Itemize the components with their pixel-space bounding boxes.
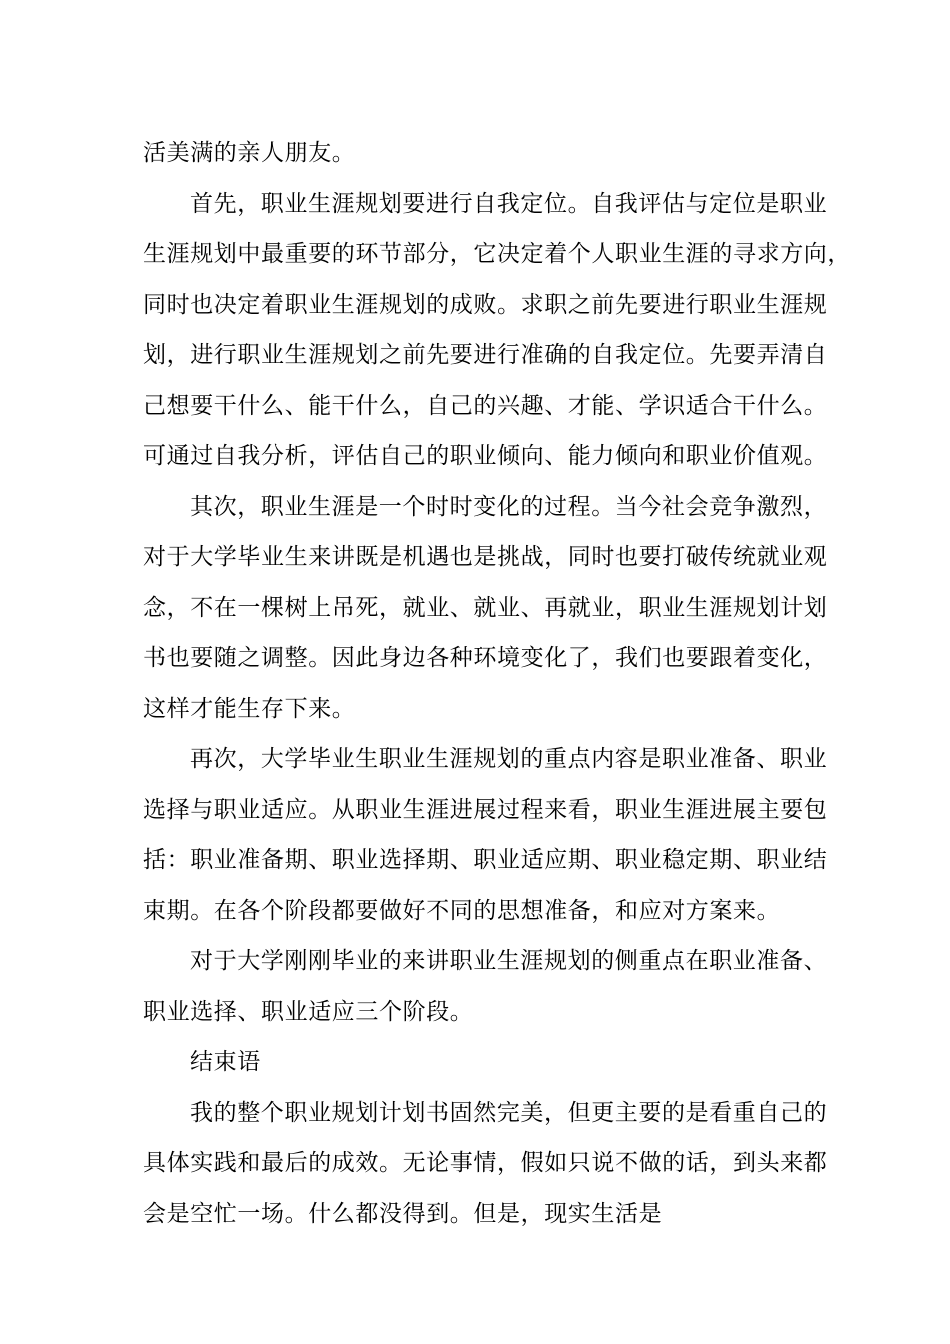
text-line: 再次，大学毕业生职业生涯规划的重点内容是职业准备、职业 bbox=[190, 746, 828, 772]
document-body bbox=[143, 128, 851, 1239]
text-line: 选择与职业适应。从职业生涯进展过程来看，职业生涯进展主要包 bbox=[143, 796, 828, 823]
text-line: 念，不在一棵树上吊死，就业、就业、再就业，职业生涯规划计划 bbox=[143, 594, 828, 621]
text-line: 会是空忙一场。什么都没得到。但是，现实生活是 bbox=[143, 1200, 663, 1227]
text-line: 结束语 bbox=[190, 1049, 261, 1075]
text-line: 书也要随之调整。因此身边各种环境变化了，我们也要跟着变化， bbox=[143, 645, 828, 671]
text-line: 其次，职业生涯是一个时时变化的过程。当今社会竞争激烈， bbox=[190, 493, 828, 520]
text-line: 活美满的亲人朋友。 bbox=[143, 140, 356, 166]
text-line: 可通过自我分析，评估自己的职业倾向、能力倾向和职业价值观。 bbox=[143, 443, 828, 469]
text-line: 生涯规划中最重要的环节部分，它决定着个人职业生涯的寻求方向， bbox=[143, 241, 851, 267]
text-line: 首先，职业生涯规划要进行自我定位。自我评估与定位是职业 bbox=[190, 190, 828, 217]
text-line: 对于大学毕业生来讲既是机遇也是挑战，同时也要打破传统就业观 bbox=[143, 544, 828, 570]
text-line: 划，进行职业生涯规划之前先要进行准确的自我定位。先要弄清自 bbox=[143, 342, 828, 368]
text-line: 对于大学刚刚毕业的来讲职业生涯规划的侧重点在职业准备、 bbox=[190, 948, 828, 974]
text-line: 己想要干什么、能干什么，自己的兴趣、才能、学识适合干什么。 bbox=[143, 392, 828, 419]
text-line: 束期。在各个阶段都要做好不同的思想准备，和应对方案来。 bbox=[143, 897, 781, 924]
text-line: 具体实践和最后的成效。无论事情，假如只说不做的话，到头来都 bbox=[143, 1150, 828, 1176]
text-line: 同时也决定着职业生涯规划的成败。求职之前先要进行职业生涯规 bbox=[143, 291, 828, 318]
text-line: 括：职业准备期、职业选择期、职业适应期、职业稳定期、职业结 bbox=[143, 847, 828, 873]
text-line: 我的整个职业规划计划书固然完美，但更主要的是看重自己的 bbox=[190, 1099, 828, 1126]
text-line: 职业选择、职业适应三个阶段。 bbox=[143, 998, 474, 1025]
text-line: 这样才能生存下来。 bbox=[143, 695, 356, 722]
